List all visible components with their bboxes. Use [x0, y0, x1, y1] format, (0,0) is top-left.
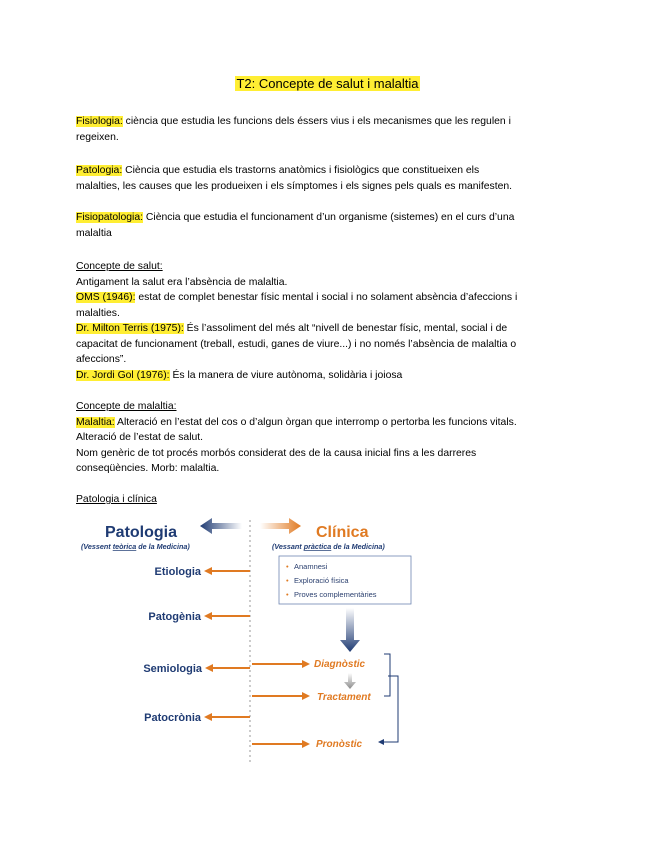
- etiologia-arrow-icon: [204, 567, 250, 575]
- exploracio-item: Exploració física: [294, 576, 349, 585]
- semiologia-label: Semiologia: [143, 663, 202, 675]
- pronostic-arrow-icon: [252, 740, 310, 748]
- fisiopatologia-term: Fisiopatologia:: [76, 212, 144, 223]
- fisiopatologia-definition: Fisiopatologia: Ciència que estudia el funcionament d’un organisme (sistemes) en el curs d’una malaltia: [76, 212, 515, 239]
- fisiologia-term: Fisiologia:: [76, 116, 123, 127]
- bullet-icon: •: [286, 590, 289, 599]
- bracket-diagnostic-tractament: [384, 654, 390, 696]
- oms-term: OMS (1946):: [76, 292, 136, 303]
- patologia-term: Patologia:: [76, 165, 123, 176]
- patologia-clinica-heading: Patologia i clínica: [76, 494, 157, 505]
- patologia-clinica-heading-wrap: [76, 492, 581, 508]
- diagnostic-arrow-icon: [252, 660, 310, 668]
- proves-item: Proves complementàries: [294, 590, 377, 599]
- diagnostic-label: Diagnòstic: [314, 659, 366, 670]
- patologia-definition: Patologia: Ciència que estudia els trastorns anatòmics i fisiològics que constitueixen els malalties, les causes que les produeixen i els símptomes i els signes pels quals es manifesten.: [76, 165, 513, 192]
- tractament-arrow-icon: [252, 692, 310, 700]
- tractament-label: Tractament: [317, 692, 371, 703]
- pronostic-label: Pronòstic: [316, 739, 363, 750]
- patocronia-label: Patocrònia: [144, 712, 201, 724]
- malaltia-section: Concepte de malaltia: Malaltia: Alteració en l’estat del cos o d’algun òrgan que interromp o pertorba les funcions vitals. Alteració de l’estat de salut. Nom genèric de tot procés morbós considerat des de la causa inicial fins a les darreres conseqüències. Morb: malaltia.: [76, 399, 581, 477]
- patologia-subtitle: (Vessent teòrica de la Medicina): [81, 542, 190, 551]
- patologia-arrow-icon: [200, 518, 242, 534]
- clinica-title: Clínica: [316, 524, 369, 541]
- malaltia-heading: Concepte de malaltia:: [76, 401, 177, 412]
- diagram-svg: [76, 516, 596, 766]
- fisiologia-definition: Fisiologia: ciència que estudia les funcions dels éssers vius i els mecanismes que les regulen i regeixen.: [76, 116, 511, 143]
- patologia-clinica-diagram: [76, 516, 596, 766]
- bullet-icon: •: [286, 576, 289, 585]
- etiologia-label: Etiologia: [154, 566, 201, 578]
- down-arrow-icon: [340, 608, 360, 652]
- gol-term: Dr. Jordi Gol (1976):: [76, 369, 170, 381]
- semiologia-arrow-icon: [205, 664, 250, 672]
- patologia-title: Patologia: [105, 524, 178, 541]
- bullet-icon: •: [286, 562, 289, 571]
- clinica-arrow-icon: [260, 518, 301, 534]
- salut-section: Concepte de salut: Antigament la salut era l’absència de malaltia. OMS (1946): estat de complet benestar físic mental i social i no solament absència d’afeccions i malalties. Dr. Milton Terris (1975): És l’assoliment del més alt “nivell de benestar físic, mental, social i de capacitat de funcionament (treball, estudi, ganes de viure...) i no només l’absència de malaltia o afeccions”. Dr. Jordi Gol (1976): És la manera de viure autònoma, solidària i joiosa: [76, 259, 581, 383]
- patogenia-arrow-icon: [204, 612, 250, 620]
- terris-term: Dr. Milton Terris (1975):: [76, 323, 184, 334]
- pronostic-bracket-arrow-icon: [378, 739, 384, 745]
- anamnesi-item: Anamnesi: [294, 562, 328, 571]
- patogenia-label: Patogènia: [148, 611, 201, 623]
- clinica-subtitle: (Vessant pràctica de la Medicina): [272, 542, 385, 551]
- malaltia-term: Malaltia:: [76, 416, 115, 428]
- salut-heading: Concepte de salut:: [76, 261, 163, 272]
- page-title: T2: Concepte de salut i malaltia: [236, 76, 419, 91]
- patocronia-arrow-icon: [204, 713, 250, 721]
- small-down-arrow-icon: [344, 673, 356, 689]
